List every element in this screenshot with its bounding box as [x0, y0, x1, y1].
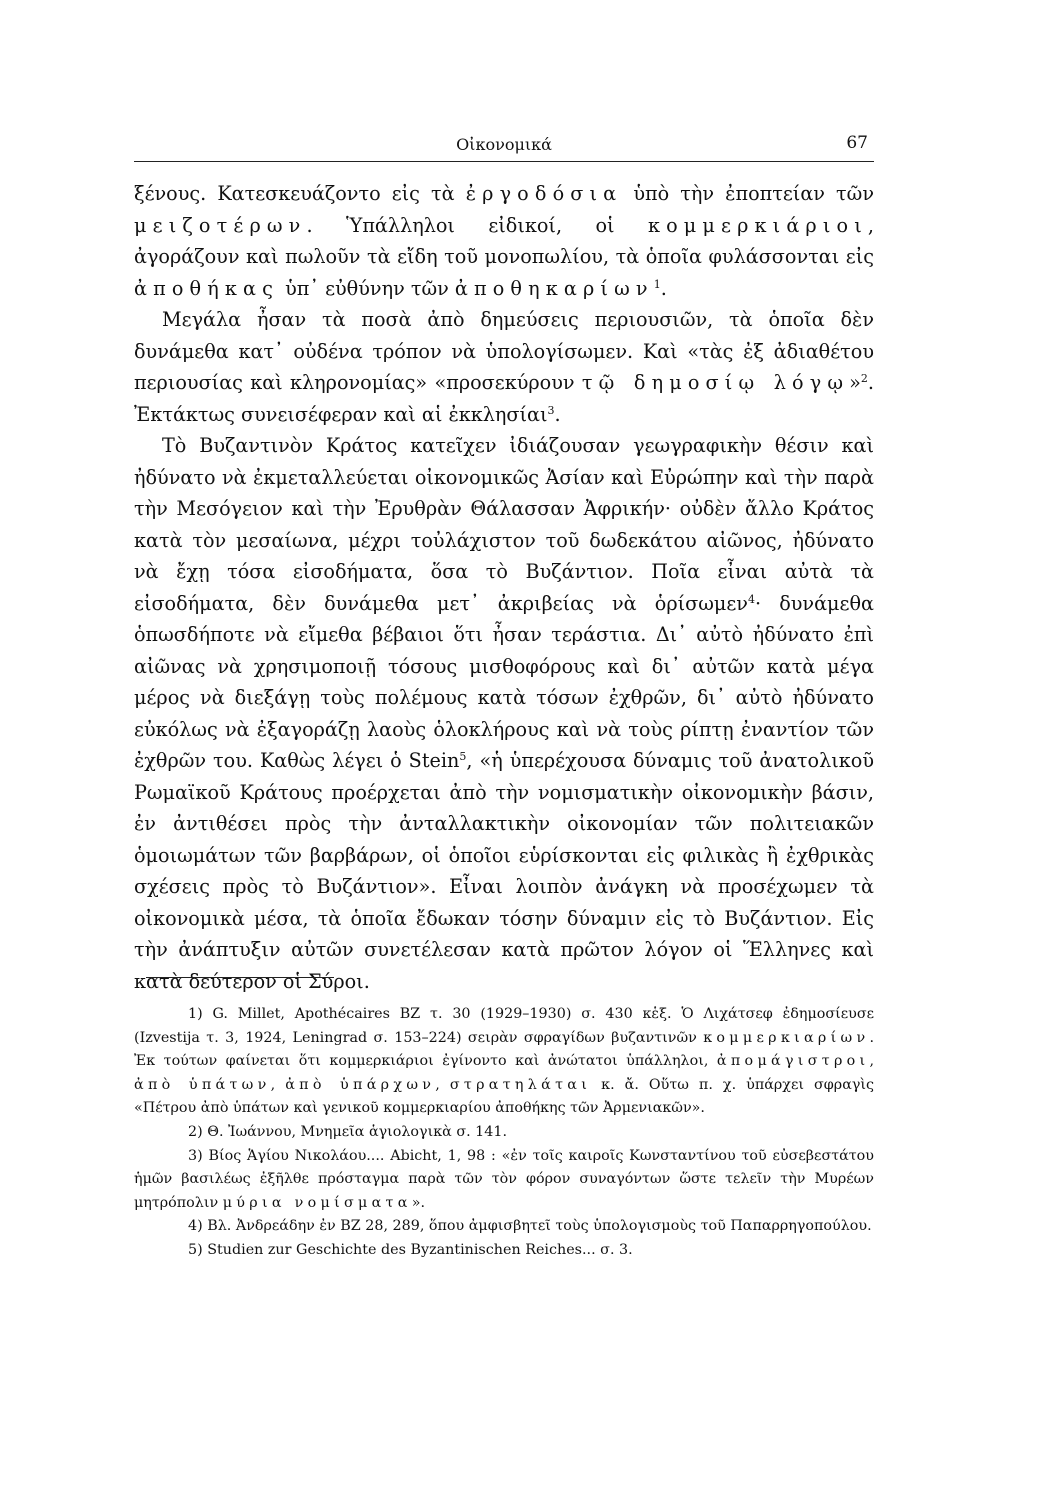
footnote-ref-5[interactable]: 5 [459, 750, 467, 763]
footnote-ref-2[interactable]: 2 [860, 372, 868, 385]
footnote-3: 3) Βίος Ἁγίου Νικολάου.... Abicht, 1, 98 : «ἐν τοῖς καιροῖς Κωνσταντίνου τοῦ εὐσεβεστάτου ἡμῶν βασιλέως ἐξῆλθε πρόσταγμα παρὰ τῶν τὸν φόρον συναγόντων ὥστε τελεῖν τὴν Μυρέων μητρόπολιν μύρια νομίσματα». [134, 1147, 874, 1211]
paragraph-2: Μεγάλα ἦσαν τὰ ποσὰ ἀπὸ δημεύσεις περιουσιῶν, τὰ ὁποῖα δὲν δυνάμεθα κατ᾽ οὐδένα τρόπον νὰ ὑπολογίσωμεν. Καὶ «τὰς ἐξ ἀδιαθέτου περιουσίας καὶ κληρονομίας» «προσεκύρουν τῷ δημοσίῳ λόγῳ»$^2$. Ἐκτάκτως συνεισέφεραν καὶ αἱ ἐκκλησίαι$^3$. [134, 308, 874, 426]
page-number: 67 [846, 133, 868, 153]
paragraph-1: ξένους. Κατεσκευάζοντο εἰς τὰ ἐργοδόσια ὑπὸ τὴν ἐποπτείαν τῶν μειζοτέρων. Ὑπάλληλοι εἰδικοί, οἱ κομμερκιάριοι, ἀγοράζουν καὶ πωλοῦν τὰ εἴδη τοῦ μονοπωλίου, τὰ ὁποῖα φυλάσσονται εἰς ἀποθήκας ὑπ᾽ εὐθύνην τῶν ἀποθηκαρίων$^1$. [134, 182, 874, 300]
emphasis-dimosio-logo: τῷ δημοσίῳ λόγῳ [581, 371, 850, 394]
footnote-divider [146, 977, 334, 978]
footnote-ref-4[interactable]: 4 [747, 592, 755, 606]
emphasis-ergodosia: ἐργοδόσια [465, 182, 623, 205]
footnote-4: 4) Βλ. Ἀνδρεάδην ἐν BZ 28, 289, ὅπου ἀμφισβητεῖ τοὺς ὑπολογισμοὺς τοῦ Παπαρρηγοπούλου. [188, 1218, 872, 1235]
footnote-2: 2) Θ. Ἰωάννου, Μνημεῖα ἁγιολογικὰ σ. 141. [188, 1123, 508, 1140]
emphasis-kommerkiarioi: κομμερκιάριοι [647, 213, 868, 237]
running-header [134, 131, 874, 162]
main-text [134, 178, 874, 997]
emphasis-apothikarion: ἀποθηκαρίων [454, 276, 654, 300]
footnote-ref-3[interactable]: 3 [547, 403, 555, 417]
emphasis-apothikas: ἀποθήκας [134, 276, 280, 300]
emphasis-meizoteron: μειζοτέρων [134, 213, 307, 237]
running-title: Οἰκονομικά [456, 135, 552, 154]
footnote-ref-1[interactable]: 1 [653, 277, 661, 291]
footnotes [134, 1003, 874, 1263]
paragraph-3: Τὸ Βυζαντινὸν Κράτος κατεῖχεν ἰδιάζουσαν γεωγραφικὴν θέσιν καὶ ἠδύνατο νὰ ἐκμεταλλεύεται οἰκονομικῶς Ἀσίαν καὶ Εὐρώπην καὶ τὴν παρὰ τὴν Μεσόγειον καὶ τὴν Ἐρυθρὰν Θάλασσαν Ἀφρικήν· οὐδὲν ἄλλο Κράτος κατὰ τὸν μεσαίωνα, μέχρι τοὐλάχιστον τοῦ δωδεκάτου αἰῶνος, ἠδύνατο νὰ ἔχῃ τόσα εἰσοδήματα, ὅσα τὸ Βυζάντιον. Ποῖα εἶναι αὐτὰ τὰ εἰσοδήματα, δὲν δυνάμεθα μετ᾽ ἀκριβείας νὰ ὁρίσωμεν$^4$· δυνάμεθα ὁπωσδήποτε νὰ εἴμεθα βέβαιοι ὅτι ἦσαν τεράστια. Δι᾽ αὐτὸ ἠδύνατο ἐπὶ αἰῶνας νὰ χρησιμοποιῇ τόσους μισθοφόρους καὶ δι᾽ αὐτῶν κατὰ μέγα μέρος νὰ διεξάγῃ τοὺς πολέμους κατὰ τόσων ἐχθρῶν, δι᾽ αὐτὸ ἠδύνατο εὐκόλως νὰ ἐξαγοράζῃ λαοὺς ὁλοκλήρους καὶ νὰ τοὺς ρίπτῃ ἐναντίον τῶν ἐχθρῶν του. Καθὼς λέγει ὁ Stein$^5$, «ἡ ὑπερέχουσα δύναμις τοῦ ἀνατολικοῦ Ρωμαϊκοῦ Κράτους προέρχεται ἀπὸ τὴν νομισματικὴν οἰκονομικὴν βάσιν, ἐν ἀντιθέσει πρὸς τὴν ἀνταλλακτικὴν οἰκονομίαν τῶν πολιτειακῶν ὁμοιωμάτων τῶν βαρβάρων, οἱ ὁποῖοι εὑρίσκονται εἰς φιλικὰς ἢ ἐχθρικὰς σχέσεις πρὸς τὸ Βυζάντιον». Εἶναι λοιπὸν ἀνάγκη νὰ προσέχωμεν τὰ οἰκονομικὰ μέσα, τὰ ὁποῖα ἔδωκαν τόσην δύναμιν εἰς τὸ Βυζάντιον. Εἰς τὴν ἀνάπτυξιν αὐτῶν συνετέλεσαν κατὰ πρῶτον λόγον οἱ Ἕλληνες καὶ κατὰ δεύτερον οἱ Σύροι. [134, 434, 874, 993]
footnote-5: 5) Studien zur Geschichte des Byzantinischen Reiches... σ. 3. [188, 1241, 633, 1258]
footnote-1: 1) G. Millet, Apothécaires BZ τ. 30 (1929–1930) σ. 430 κἑξ. Ὁ Λιχάτσεφ ἐδημοσίευσε (Izvestija τ. 3, 1924, Leningrad σ. 153–224) σειρὰν σφραγίδων βυζαντινῶν κομμερκιαρίων. Ἐκ τούτων φαίνεται ὅτι κομμερκιάριοι ἐγίνοντο καὶ ἀνώτατοι ὑπάλληλοι, ἀπομάγιστροι, ἀπὸ ὑπάτων, ἀπὸ ὑπάρχων, στρατηλάται κ. ἄ. Οὕτω π. χ. ὑπάρχει σφραγὶς «Πέτρου ἀπὸ ὑπάτων καὶ γενικοῦ κομμερκιαρίου ἀποθήκης τῶν Ἀρμενιακῶν». [134, 1006, 875, 1117]
